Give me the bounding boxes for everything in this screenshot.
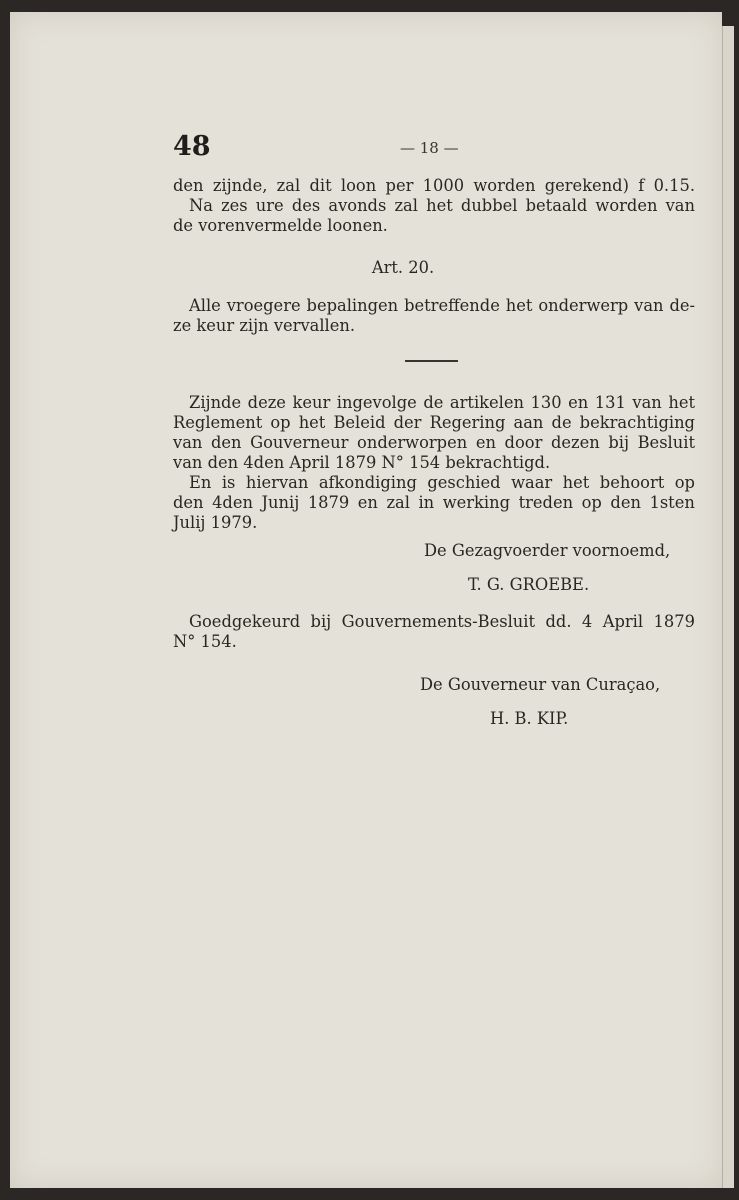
text-line: Julij 1979. (173, 513, 258, 532)
text-line: Zijnde deze keur ingevolge de artikelen 130 en 131 van het (189, 393, 695, 412)
paragraph-ratification (173, 393, 695, 533)
text-line: van den 4den April 1879 N° 154 bekrachtigd. (173, 453, 551, 472)
text-line: de vorenvermelde loonen. (173, 216, 388, 235)
text-line: van den Gouverneur onderworpen en door dezen bij Besluit (173, 433, 695, 452)
governor-title: De Gouverneur van Curaçao, (420, 675, 661, 694)
paragraph-article (173, 296, 695, 336)
section-divider (405, 360, 458, 362)
text-line: Na zes ure des avonds zal het dubbel betaald worden van (189, 196, 695, 215)
text-line: N° 154. (173, 632, 237, 651)
article-heading: Art. 20. (371, 258, 435, 277)
page-number: — 18 — (400, 139, 459, 157)
text-line: den 4den Junij 1879 en zal in werking treden op den 1sten (173, 493, 695, 512)
text-line: Goedgekeurd bij Gouvernements-Besluit dd. 4 April 1879 (189, 612, 695, 631)
paragraph-wages (173, 176, 695, 236)
text-line: Alle vroegere bepalingen betreffende het onderwerp van de- (189, 296, 695, 315)
folio-number: 48 (173, 131, 211, 162)
paragraph-approval (173, 612, 695, 652)
text-line: den zijnde, zal dit loon per 1000 worden gerekend) f 0.15. (173, 176, 695, 195)
text-line: Reglement op het Beleid der Regering aan de bekrachtiging (173, 413, 695, 432)
signatory-name: T. G. GROEBE. (468, 575, 590, 594)
signatory-title: De Gezagvoerder voornoemd, (424, 541, 671, 560)
page-edge (722, 26, 734, 1188)
text-line: En is hiervan afkondiging geschied waar het behoort op (189, 473, 695, 492)
text-line: ze keur zijn vervallen. (173, 316, 356, 335)
governor-name: H. B. KIP. (490, 709, 569, 728)
